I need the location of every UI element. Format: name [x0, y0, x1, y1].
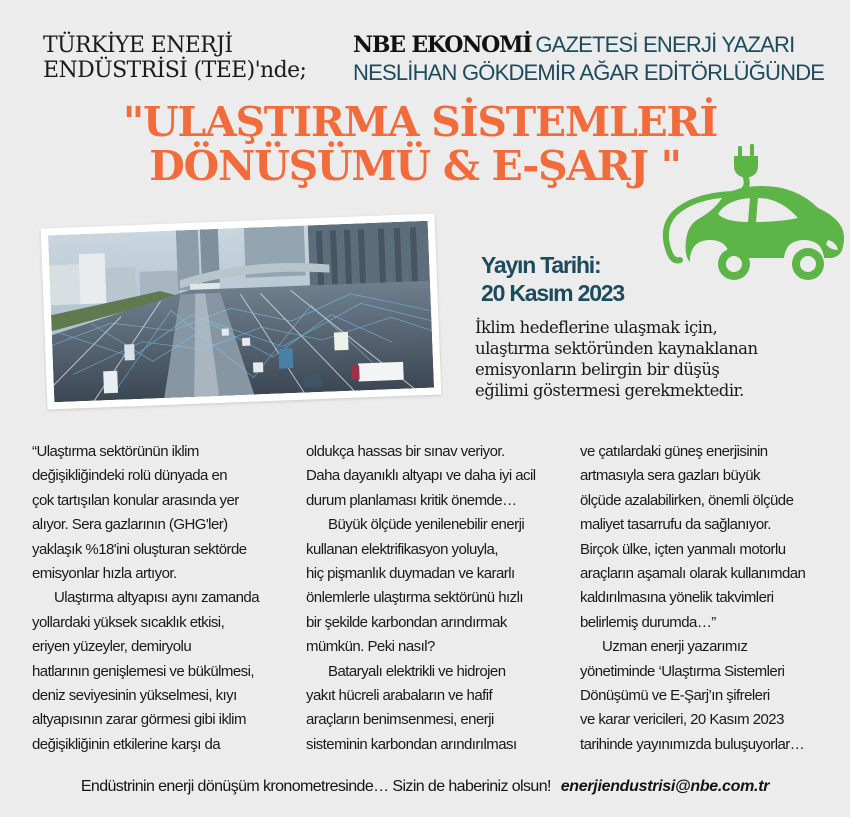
body-line: araçların benimsenmesi, enerji — [306, 711, 494, 729]
newspaper-brand: NBE EKONOMİ — [353, 32, 532, 58]
body-line: durum planlaması kritik önemde… — [306, 491, 517, 509]
body-line: Dönüşümü ve E-Şarj’ın şifreleri — [580, 687, 770, 705]
body-line: bir şekilde karbondan arındırmak — [306, 613, 507, 631]
body-line: araçların aşamalı olarak kullanımdan — [580, 565, 806, 583]
body-line: hatlarının genişlemesi ve bükülmesi, — [32, 662, 254, 680]
body-line: emisyonlar hızla artıyor. — [32, 565, 177, 583]
body-column-1 — [32, 440, 302, 757]
body-line: maliyet tasarrufu da sağlanıyor. — [580, 516, 771, 534]
body-line: ölçüde azalabilirken, önemli ölçüde — [580, 491, 794, 509]
highway-traffic-photo — [48, 221, 434, 402]
body-line: ve karar vericileri, 20 Kasım 2023 — [580, 711, 784, 729]
header-left-line-2: ENDÜSTRİSİ (TEE)'nde; — [43, 58, 307, 83]
body-line: artmasıyla sera gazları büyük — [580, 467, 760, 485]
body-line: ve çatılardaki güneş enerjisinin — [580, 443, 768, 460]
body-line: hiç pişmanlık duymadan ve kararlı — [306, 565, 515, 583]
header-right-line-1: GAZETESİ ENERJİ YAZARI — [535, 32, 795, 57]
body-line: sisteminin karbondan arındırılması — [306, 735, 517, 753]
footer-tagline: Endüstrinin enerji dönüşüm kronometresinde… Sizin de haberiniz olsun! — [80, 778, 551, 795]
body-line: deniz seviyesinin yükselmesi, kıyı — [32, 687, 237, 705]
body-line: yakıt hücreli arabaların ve hafif — [306, 687, 493, 705]
publication-label: Yayın Tarihi: — [481, 252, 601, 278]
body-line: oldukça hassas bir sınav veriyor. — [306, 443, 505, 460]
body-line: belirlemiş durumda…” — [580, 613, 716, 631]
publication-date — [481, 251, 624, 307]
body-line: tarihinde yayınımızda buluşuyorlar… — [580, 735, 805, 753]
highway-traffic-photo-frame — [41, 214, 442, 410]
header-editor-credit — [353, 31, 824, 86]
publication-date-value: 20 Kasım 2023 — [481, 280, 624, 306]
body-line: yönetiminde ‘Ulaştırma Sistemleri — [580, 662, 785, 680]
body-line: Büyük ölçüde yenilenebilir enerji — [328, 516, 525, 534]
intro-line: emisyonların belirgin bir düşüş — [475, 360, 720, 379]
contact-email-link[interactable]: enerjiendustrisi@nbe.com.tr — [560, 778, 770, 795]
body-line: alıyor. Sera gazlarının (GHG'ler) — [32, 516, 228, 534]
body-line: Ulaştırma altyapısı aynı zamanda — [54, 589, 259, 607]
footer — [0, 778, 850, 796]
body-line: kaldırılmasına yönelik takvimleri — [580, 589, 774, 607]
body-line: Daha dayanıklı altyapı ve daha iyi acil — [306, 467, 536, 485]
electric-car-charging-icon — [660, 142, 850, 282]
header-left-line-1: TÜRKİYE ENERJİ — [43, 33, 233, 58]
body-line: yollardaki yüksek sıcaklık etkisi, — [32, 613, 225, 631]
body-line: Birçok ülke, içten yanmalı motorlu — [580, 540, 786, 558]
body-line: önlemlerle ulaştırma sektörünü hızlı — [306, 589, 523, 607]
intro-line: ulaştırma sektöründen kaynaklanan — [475, 339, 758, 358]
intro-line: eğilimi göstermesi gerekmektedir. — [475, 381, 744, 400]
body-line: kullanan elektrifikasyon yoluyla, — [306, 540, 498, 558]
intro-line: İklim hedeflerine ulaşmak için, — [475, 318, 718, 337]
header-right-line-2: NESLİHAN GÖKDEMİR AĞAR EDİTÖRLÜĞÜNDE — [353, 60, 825, 85]
body-line: altyapısının zarar görmesi gibi iklim — [32, 711, 246, 729]
body-column-3 — [580, 440, 850, 757]
body-line: değişikliğinin etkilerine karşı da — [32, 735, 221, 753]
body-column-2 — [306, 440, 576, 757]
body-line: yaklaşık %18'ini oluşturan sektörde — [32, 540, 247, 558]
body-line: değişikliğindeki rolü dünyada en — [32, 467, 228, 485]
header-organization — [43, 33, 306, 83]
body-line: “Ulaştırma sektörünün iklim — [32, 443, 199, 460]
body-line: mümkün. Peki nasıl? — [306, 638, 435, 656]
intro-paragraph — [475, 317, 815, 401]
body-line: eriyen yüzeyler, demiryolu — [32, 638, 192, 656]
body-line: Uzman enerji yazarımız — [602, 638, 748, 656]
body-line: Bataryalı elektrikli ve hidrojen — [328, 662, 506, 680]
title-line-1: "ULAŞTIRMA SİSTEMLERİ — [122, 98, 718, 146]
body-line: çok tartışılan konular arasında yer — [32, 491, 239, 509]
title-line-2: DÖNÜŞÜMÜ & E-ŞARJ " — [149, 142, 681, 190]
